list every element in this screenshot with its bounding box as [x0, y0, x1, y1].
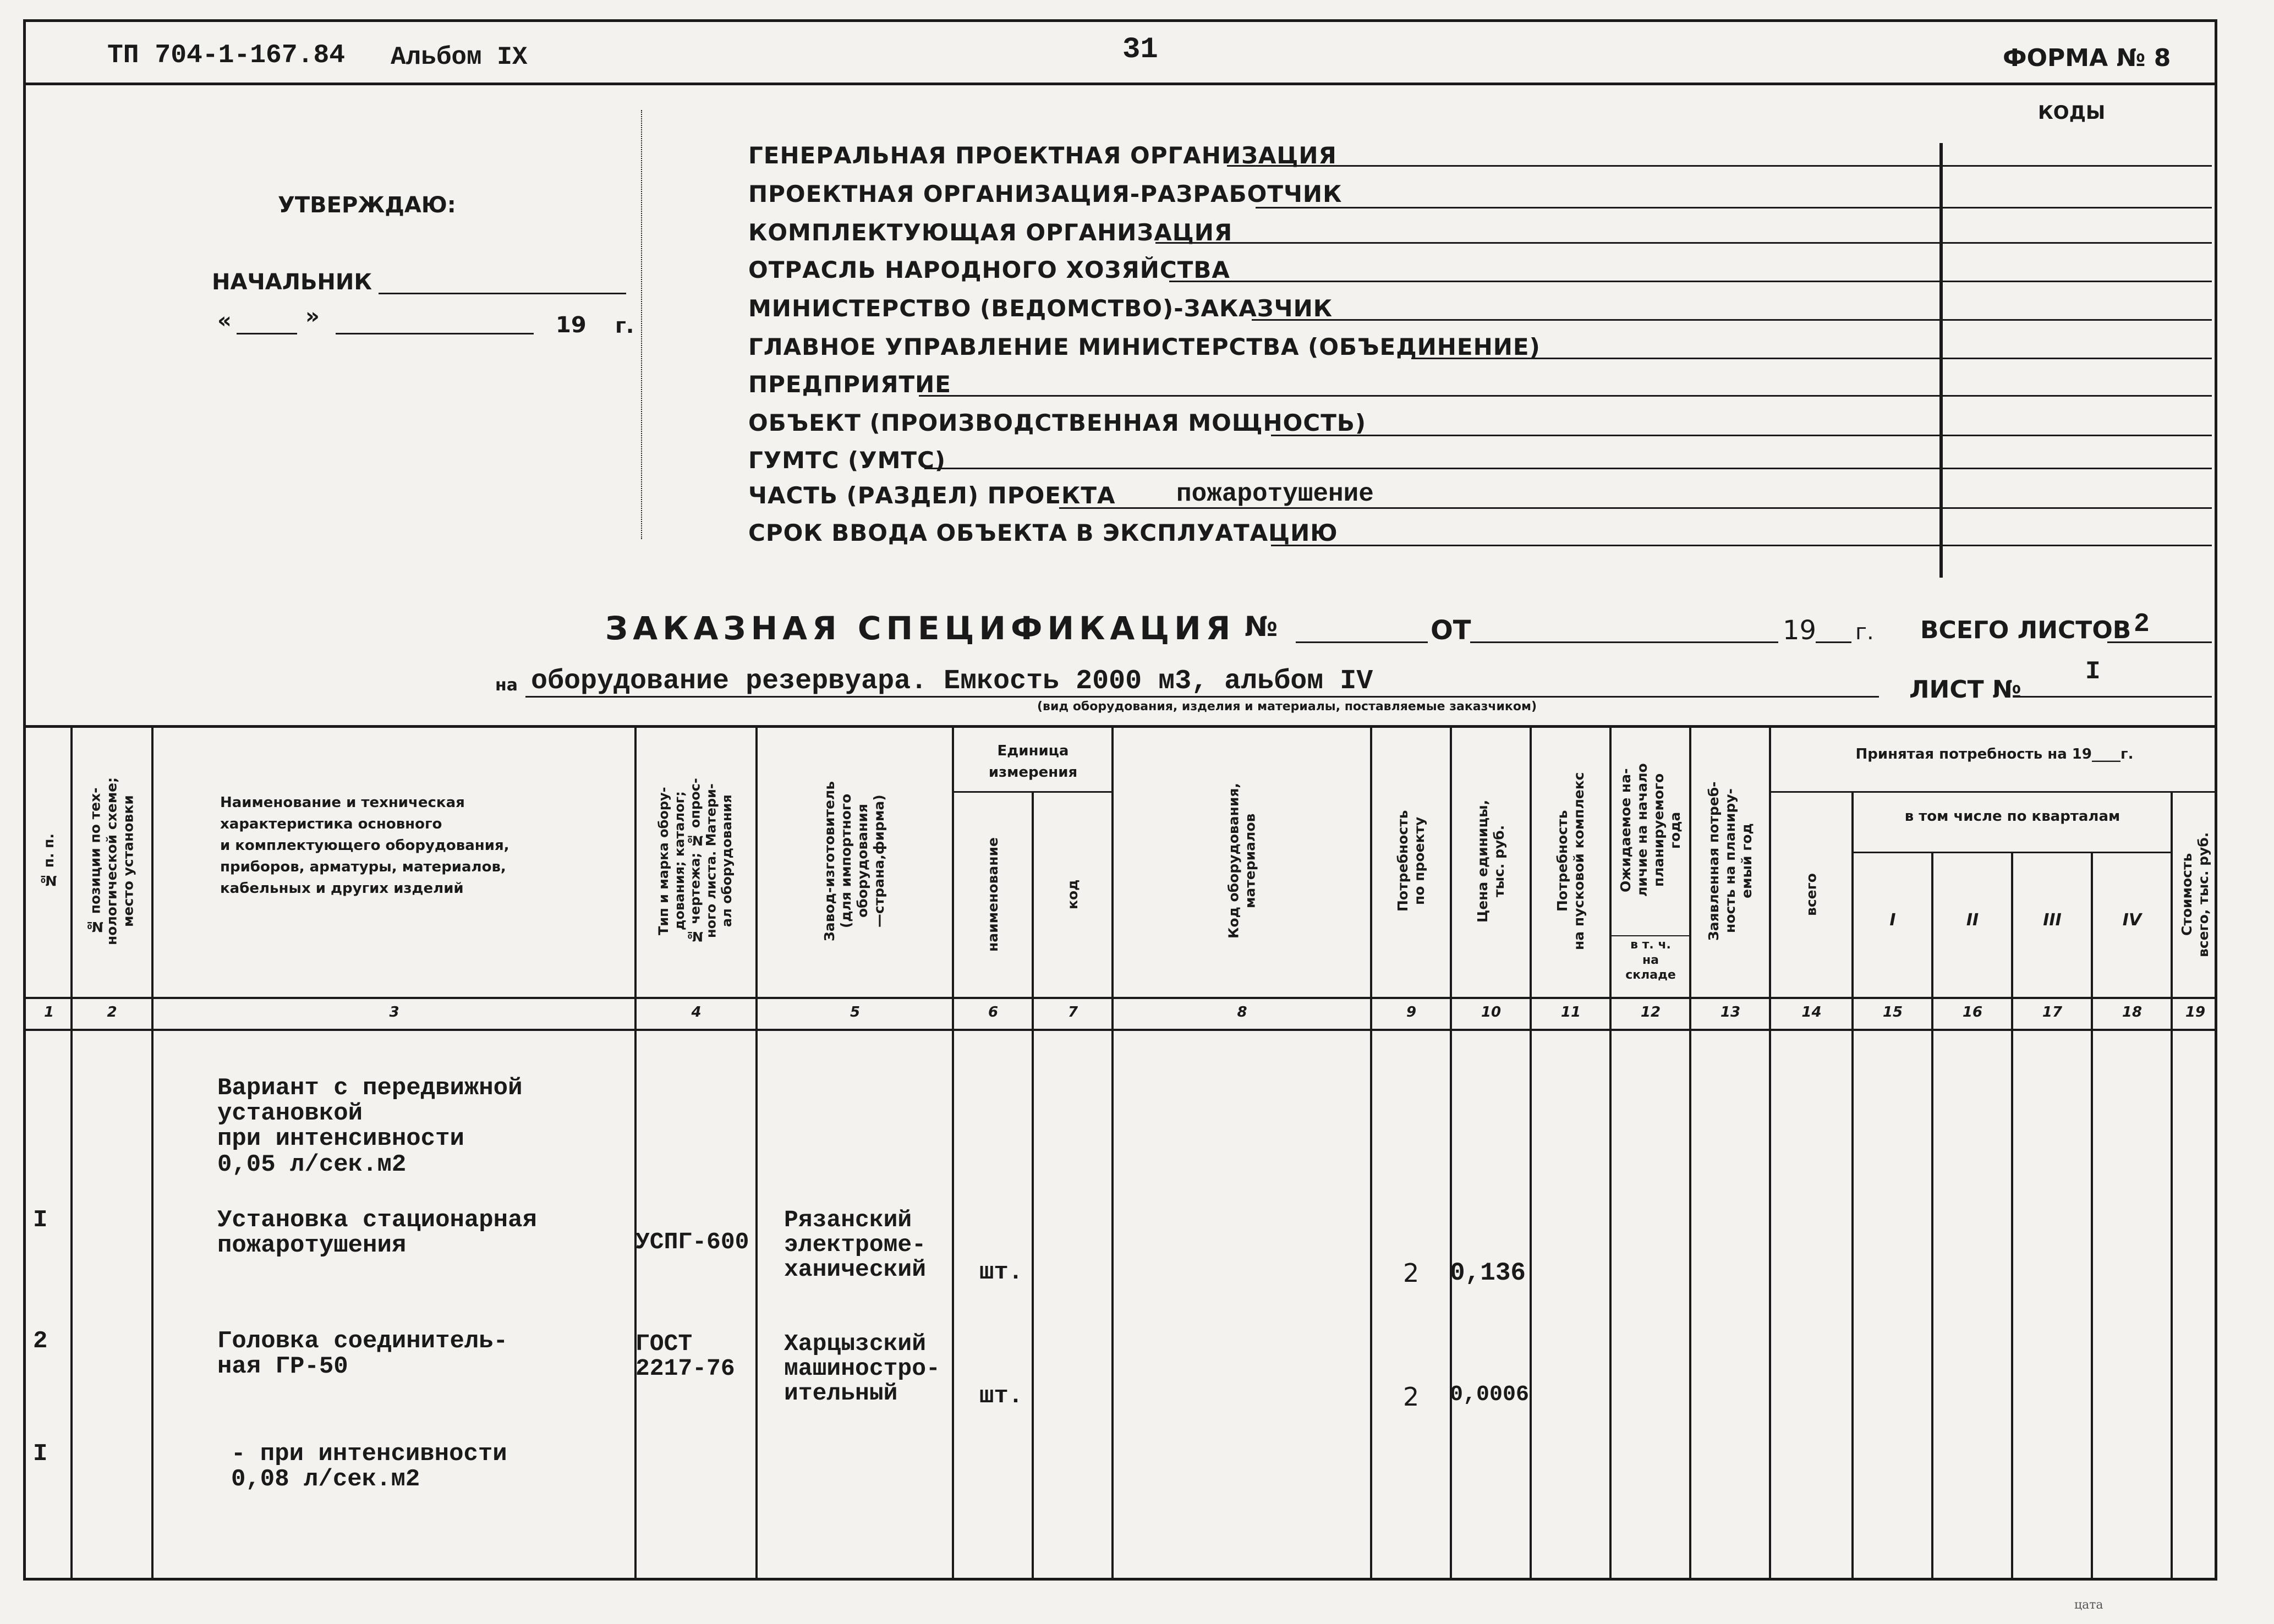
col-divider	[634, 725, 637, 1581]
spec-subject-note: (вид оборудования, изделия и материалы, поставляемые заказчиком)	[1037, 700, 1537, 714]
org-field-label: ОБЪЕКТ (ПРОИЗВОДСТВЕННАЯ МОЩНОСТЬ)	[748, 409, 1367, 436]
org-field-label: ОТРАСЛЬ НАРОДНОГО ХОЗЯЙСТВА	[748, 256, 1230, 283]
row-number: 2	[33, 1327, 48, 1355]
header-unit-code: код	[1065, 879, 1081, 910]
date-year-suffix: г.	[615, 314, 634, 338]
org-field-line[interactable]	[1256, 207, 2212, 209]
col-number: 6	[988, 1004, 999, 1021]
org-field-label: ПРОЕКТНАЯ ОРГАНИЗАЦИЯ-РАЗРАБОТЧИК	[748, 180, 1343, 207]
col-number: 4	[691, 1004, 702, 1021]
col-number: 8	[1237, 1004, 1247, 1021]
sheet-number: I	[2085, 657, 2101, 686]
org-field-label: МИНИСТЕРСТВО (ВЕДОМСТВО)-ЗАКАЗЧИК	[748, 295, 1333, 322]
org-field-label: ГЛАВНОЕ УПРАВЛЕНИЕ МИНИСТЕРСТВА (ОБЪЕДИНЕНИЕ)	[748, 333, 1541, 360]
col-divider	[1689, 725, 1691, 1581]
doc-code: ТП 704-1-167.84	[107, 41, 346, 70]
org-field-line[interactable]	[1252, 319, 2212, 321]
col-number: 13	[1720, 1004, 1741, 1021]
row-maker: Рязанский электроме- ханический	[784, 1206, 927, 1283]
sheet-label: ЛИСТ №	[1909, 676, 2021, 704]
org-field-label: ГУМТС (УМТС)	[748, 447, 946, 474]
page-number: 31	[1122, 33, 1158, 67]
row-number: I	[33, 1440, 48, 1468]
row-quantity: 2	[1403, 1258, 1420, 1288]
date-day-line	[237, 333, 297, 334]
spec-on-label: на	[495, 676, 518, 695]
org-field-line[interactable]	[1169, 281, 2212, 282]
date-quote-open: «	[217, 308, 232, 333]
spec-from-label: ОТ	[1431, 615, 1471, 646]
col-number: 7	[1067, 1004, 1078, 1021]
header-equipment-code: Код оборудования, материалов	[1225, 783, 1258, 939]
col-number: 1	[43, 1004, 54, 1021]
header-position: № позиции по тех- нологической схеме; место установки	[87, 777, 136, 945]
row-quantity: 2	[1403, 1382, 1420, 1412]
header-divider	[23, 83, 2217, 85]
col-divider	[1370, 725, 1372, 1581]
chief-signature-line	[379, 293, 626, 294]
org-field-label: СРОК ВВОДА ОБЪЕКТА В ЭКСПЛУАТАЦИЮ	[748, 519, 1338, 546]
org-field-line[interactable]	[919, 395, 2212, 397]
org-field-line[interactable]	[1227, 165, 2212, 167]
row-item-name: Установка стационарная пожаротушения	[217, 1206, 537, 1260]
header-requested: Заявленная потреб- ность на планиру- емый год	[1706, 781, 1755, 941]
row-item-name: Вариант с передвижной установкой при интенсивности 0,05 л/сек.м2	[217, 1074, 523, 1178]
org-field-label: ЧАСТЬ (РАЗДЕЛ) ПРОЕКТА	[748, 482, 1116, 509]
col-number: 14	[1801, 1004, 1822, 1021]
col-number: 10	[1481, 1004, 1502, 1021]
col-divider	[952, 725, 954, 1581]
col-number: 3	[389, 1004, 399, 1021]
org-field-label: ПРЕДПРИЯТИЕ	[748, 371, 951, 398]
row-number: I	[33, 1206, 48, 1234]
col-divider	[1032, 791, 1034, 1581]
row-type: УСПГ-600	[635, 1228, 749, 1255]
spec-date-line[interactable]	[1470, 641, 1778, 643]
spec-subject: оборудование резервуара. Емкость 2000 м3, альбом IV	[531, 666, 1373, 697]
org-field-line[interactable]	[1411, 358, 2212, 359]
header-bottom-border	[23, 997, 2217, 999]
header-project-need: Потребность по проекту	[1395, 810, 1427, 912]
col-number: 2	[107, 1004, 117, 1021]
col-divider	[1111, 725, 1114, 1581]
approve-title: УТВЕРЖДАЮ:	[278, 193, 456, 218]
spec-total-line	[2107, 641, 2212, 643]
header-unit-name: наименование	[985, 837, 1001, 952]
header-row-number: № п. п.	[41, 833, 57, 888]
spec-year-label: 19	[1783, 615, 1817, 646]
quarters-underline	[1851, 852, 2171, 853]
project-part-value: пожаротушение	[1176, 480, 1374, 508]
col-number: 5	[850, 1004, 861, 1021]
row-price: 0,0006	[1450, 1382, 1530, 1407]
header-accepted: Принятая потребность на 19____г.	[1855, 746, 2134, 762]
row-item-name: Головка соединитель- ная ГР-50	[217, 1327, 508, 1381]
header-q1: I	[1889, 910, 1896, 930]
row-item-name: - при интенсивности 0,08 л/сек.м2	[231, 1440, 507, 1494]
col-divider	[2091, 852, 2093, 1581]
form-number: ФОРМА № 8	[2003, 44, 2171, 72]
row-unit: шт.	[979, 1382, 1023, 1410]
header-q4: IV	[2122, 910, 2142, 930]
codes-label: КОДЫ	[2038, 102, 2106, 124]
spec-year-suffix: г.	[1855, 619, 1874, 645]
col-number: 19	[2185, 1004, 2206, 1021]
header-maker: Завод-изготовитель (для импортного оборудования —страна,фирма)	[821, 781, 887, 941]
col-divider	[755, 725, 758, 1581]
date-year-prefix: 19	[556, 312, 587, 338]
accepted-underline	[1769, 791, 2217, 793]
col-number: 9	[1406, 1004, 1417, 1021]
col-divider	[1769, 725, 1771, 1581]
col-number: 11	[1560, 1004, 1581, 1021]
date-quote-close: »	[305, 304, 320, 329]
in-stock-divider	[1609, 935, 1689, 936]
col-number: 16	[1962, 1004, 1983, 1021]
col-number: 17	[2042, 1004, 2063, 1021]
org-field-line[interactable]	[1155, 242, 2212, 244]
header-q2: II	[1966, 910, 1979, 930]
sheet-number-line	[2017, 696, 2212, 698]
header-in-stock: в т. ч. на складе	[1625, 938, 1676, 982]
col-number: 15	[1882, 1004, 1903, 1021]
spec-title: ЗАКАЗНАЯ СПЕЦИФИКАЦИЯ	[605, 610, 1236, 647]
date-month-line	[336, 333, 534, 334]
org-field-line[interactable]	[1271, 545, 2212, 546]
header-total: всего	[1803, 873, 1820, 916]
spec-subject-line	[525, 696, 1879, 698]
header-name: Наименование и техническая характеристика основного и комплектующего оборудования, приборов, арматуры, материалов, кабельных и других изделий	[220, 794, 509, 897]
col-divider	[1851, 791, 1854, 1581]
album-label: Альбом IX	[391, 43, 528, 72]
header-unit-group: Единица измерения	[988, 743, 1078, 781]
header-q3: III	[2043, 910, 2062, 930]
org-field-label: КОМПЛЕКТУЮЩАЯ ОРГАНИЗАЦИЯ	[748, 219, 1233, 246]
col-divider	[151, 725, 154, 1581]
org-field-line[interactable]	[924, 468, 2212, 469]
spec-year-line[interactable]	[1816, 641, 1851, 643]
spec-number-line[interactable]	[1296, 641, 1428, 643]
spec-total-label: ВСЕГО ЛИСТОВ	[1920, 616, 2131, 644]
spec-total-value: 2	[2134, 610, 2150, 639]
org-field-label: ГЕНЕРАЛЬНАЯ ПРОЕКТНАЯ ОРГАНИЗАЦИЯ	[748, 142, 1337, 169]
header-type: Тип и марка обору- дования; каталог; № чертежа; № опрос- ного листа. Матери- ал оборудования	[656, 778, 735, 944]
col-number: 12	[1640, 1004, 1661, 1021]
header-quarters: в том числе по кварталам	[1904, 808, 2120, 825]
row-unit: шт.	[979, 1259, 1023, 1286]
col-divider	[1530, 725, 1532, 1581]
col-number: 18	[2122, 1004, 2143, 1021]
unit-group-underline	[952, 791, 1111, 793]
col-divider	[2171, 791, 2173, 1581]
row-type: ГОСТ 2217-76	[635, 1330, 735, 1382]
approval-divider	[641, 110, 642, 539]
row-price: 0,136	[1450, 1259, 1526, 1287]
chief-label: НАЧАЛЬНИК	[212, 270, 372, 295]
spec-number-label: №	[1245, 611, 1278, 643]
header-expected: Ожидаемое на- личие на начало планируемого года	[1618, 763, 1683, 897]
org-field-line[interactable]	[1271, 435, 2212, 436]
header-cost: Стоимость всего, тыс. руб.	[2179, 832, 2211, 957]
col-divider	[2011, 852, 2013, 1581]
col-number-row-border	[23, 1029, 2217, 1031]
footer-mark: цата	[2074, 1598, 2103, 1612]
col-divider	[1450, 725, 1452, 1581]
header-launch-need: Потребность на пусковой комплекс	[1554, 772, 1587, 950]
row-maker: Харцызский машиностро- ительный	[784, 1330, 940, 1407]
col-divider	[1931, 852, 1933, 1581]
header-unit-price: Цена единицы, тыс. руб.	[1475, 799, 1507, 923]
col-divider	[1609, 725, 1612, 1581]
